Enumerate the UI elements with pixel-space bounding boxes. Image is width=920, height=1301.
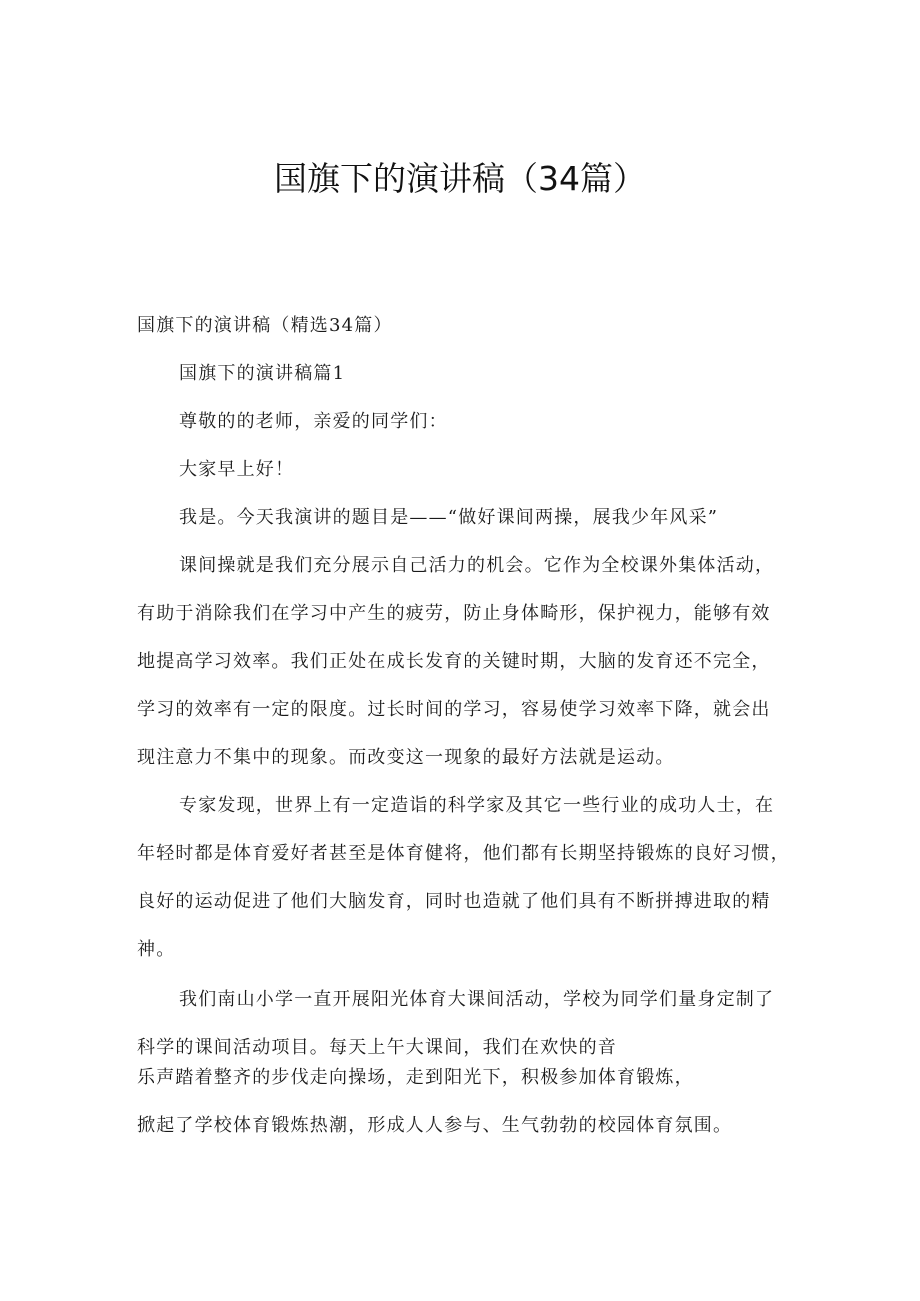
paragraph-line: 地提高学习效率。我们正处在成长发育的关键时期，大脑的发育还不完全， [137,651,771,672]
section-heading: 国旗下的演讲稿篇1 [179,363,346,384]
paragraph-line: 掀起了学校体育锻炼热潮，形成人人参与、生气勃勃的校园体育氛围。 [137,1115,733,1136]
paragraph-line: 科学的课间活动项目。每天上午大课间，我们在欢快的音 [137,1037,617,1058]
paragraph-line: 学习的效率有一定的限度。过长时间的学习，容易使学习效率下降，就会出 [137,699,771,720]
paragraph-line: 现注意力不集中的现象。而改变这一现象的最好方法就是运动。 [137,747,675,768]
paragraph-line: 专家发现，世界上有一定造诣的科学家及其它一些行业的成功人士，在 [179,795,775,816]
topic-line: 我是。今天我演讲的题目是——“做好课间两操，展我少年风采” [179,507,719,528]
paragraph-line: 我们南山小学一直开展阳光体育大课间活动，学校为同学们量身定制了 [179,989,775,1010]
paragraph-line: 神。 [137,939,176,960]
paragraph-line: 有助于消除我们在学习中产生的疲劳，防止身体畸形，保护视力，能够有效 [137,603,771,624]
salutation-line: 尊敬的的老师，亲爱的同学们： [179,411,448,432]
document-title: 国旗下的演讲稿（34篇） [274,159,646,198]
paragraph-line: 课间操就是我们充分展示自己活力的机会。它作为全校课外集体活动， [179,555,775,576]
paragraph-line: 良好的运动促进了他们大脑发育，同时也造就了他们具有不断拼搏进取的精 [137,891,771,912]
paragraph-line: 年轻时都是体育爱好者甚至是体育健将，他们都有长期坚持锻炼的良好习惯， [137,843,790,864]
greeting-line: 大家早上好！ [179,459,295,480]
document-subtitle: 国旗下的演讲稿（精选34篇） [137,315,393,336]
paragraph-line: 乐声踏着整齐的步伐走向操场，走到阳光下，积极参加体育锻炼， [137,1067,694,1088]
